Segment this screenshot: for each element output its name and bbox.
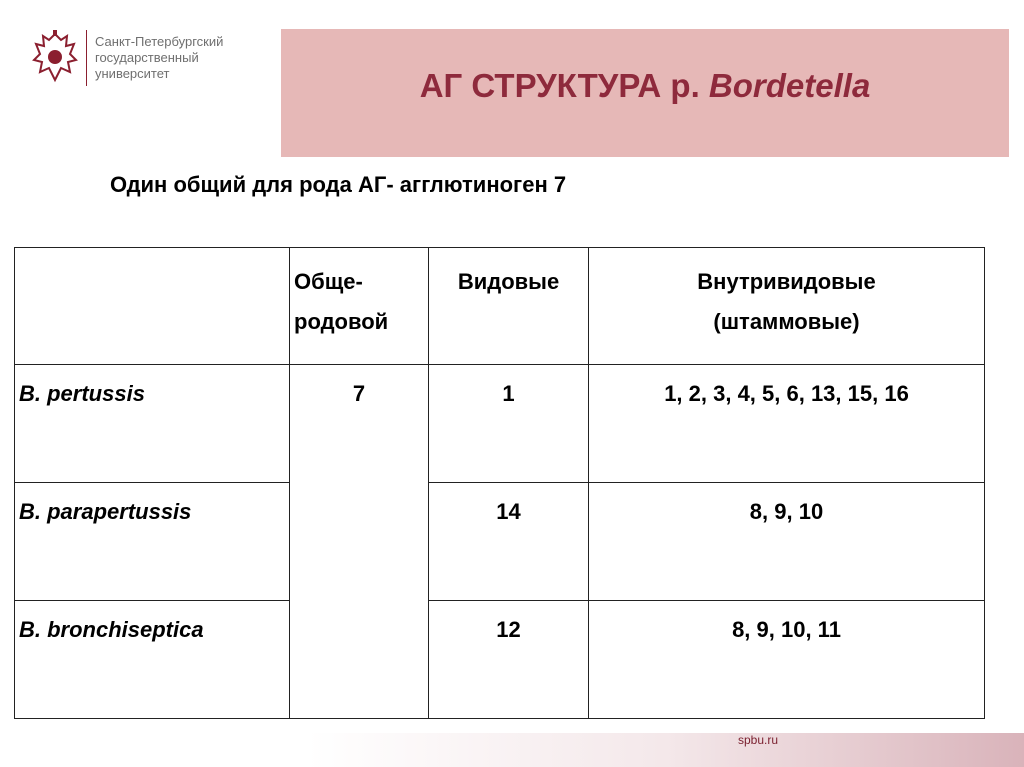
university-logo (30, 30, 223, 86)
university-name-line-2: государственный (95, 50, 199, 65)
row-intraspecies: 8, 9, 10 (589, 483, 985, 601)
slide-title-genus: Bordetella (708, 67, 871, 104)
slide-subtitle: Один общий для рода АГ- агглютиноген 7 (110, 172, 567, 197)
title-banner (281, 29, 1009, 157)
header-species-name (15, 248, 290, 365)
row-intraspecies: 1, 2, 3, 4, 5, 6, 13, 15, 16 (589, 365, 985, 483)
header-intraspecies-line-1: Внутривидовые (697, 269, 876, 294)
row-species: 14 (429, 483, 589, 601)
row-species: 1 (429, 365, 589, 483)
header-generic-line-1: Обще- (294, 269, 363, 294)
row-name: B. bronchiseptica (15, 601, 290, 719)
university-crest-icon (30, 30, 80, 86)
header-generic (290, 248, 429, 365)
university-name (95, 34, 223, 82)
footer-bar (0, 733, 1024, 767)
header-intraspecies (589, 248, 985, 365)
slide-title (281, 67, 1009, 105)
antigen-table (14, 247, 985, 719)
table-row (15, 365, 985, 483)
row-species: 12 (429, 601, 589, 719)
table-row (15, 483, 985, 601)
row-generic: 7 (290, 365, 429, 719)
footer-url: spbu.ru (738, 733, 779, 747)
header-intraspecies-line-2: (штаммовые) (713, 309, 860, 334)
row-intraspecies: 8, 9, 10, 11 (589, 601, 985, 719)
row-name: B. parapertussis (15, 483, 290, 601)
header-generic-line-2: родовой (294, 309, 389, 334)
row-name: B. pertussis (15, 365, 290, 483)
logo-divider (86, 30, 87, 86)
table-row (15, 601, 985, 719)
slide-title-prefix: АГ СТРУКТУРА р. (419, 67, 709, 104)
university-name-line-3: университет (95, 66, 170, 81)
table-header-row (15, 248, 985, 365)
university-name-line-1: Санкт-Петербургский (95, 34, 224, 49)
header-species: Видовые (429, 248, 589, 365)
